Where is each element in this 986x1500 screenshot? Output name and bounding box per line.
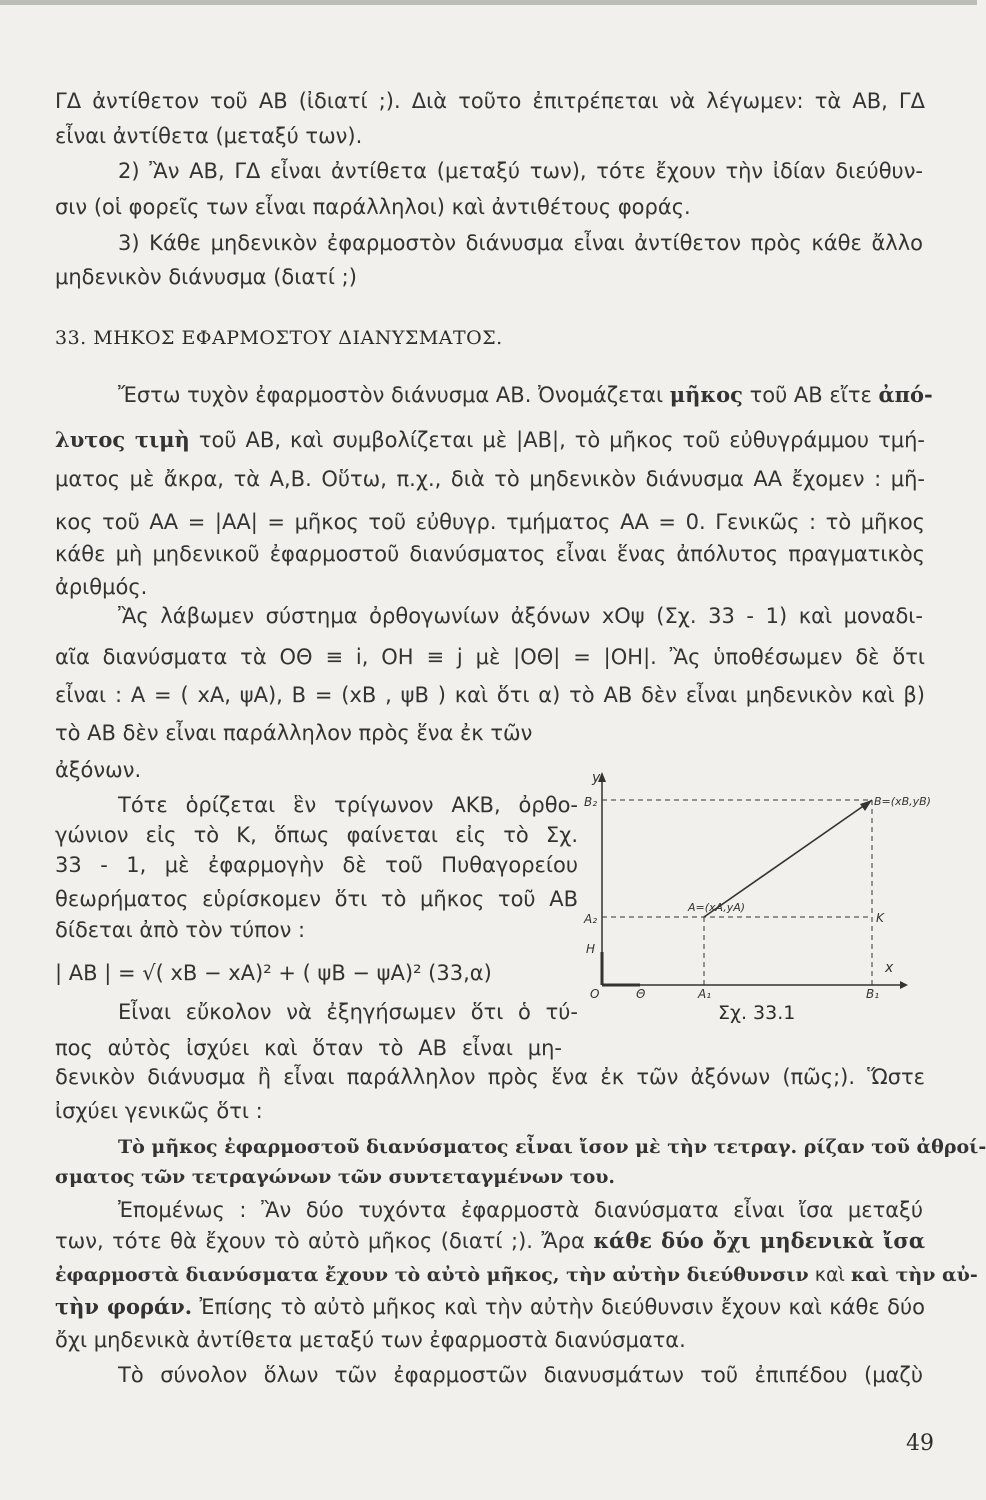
text-line: εἶναι : Α = ( xΑ, ψΑ), Β = (xΒ , ψΒ ) καὶ ὅτι α) τὸ ΑΒ δὲν εἶναι μηδενικὸν καὶ β) (55, 683, 925, 707)
text-line: πος αὐτὸς ἰσχύει καὶ ὅταν τὸ ΑΒ εἶναι μη- (55, 1036, 562, 1060)
label-theta: Θ (636, 987, 646, 1001)
vector-ab (704, 800, 872, 917)
label-a-y: A₂ (584, 912, 598, 926)
figure-caption: Σχ. 33.1 (718, 1002, 796, 1024)
text-line: δίδεται ἀπὸ τὸν τύπον : (55, 918, 306, 942)
text-line: λυτος τιμὴ τοῦ ΑΒ, καὶ συμβολίζεται μὲ |ΑΒ|, τὸ μῆκος τοῦ εὐθυγράμμου τμή- (55, 427, 925, 452)
label-k: K (876, 911, 884, 925)
label-y: y (592, 770, 601, 786)
label-h: H (586, 942, 596, 956)
coordinate-figure (582, 760, 931, 1001)
text-line: ἰσχύει γενικῶς ὅτι : (55, 1099, 263, 1123)
section-heading: 33. ΜΗΚΟΣ ΕΦΑΡΜΟΣΤΟΥ ΔΙΑΝΥΣΜΑΤΟΣ. (55, 327, 503, 349)
bold-term: ἀπό- (878, 382, 933, 407)
bold-term: μῆκος (669, 382, 743, 407)
text-line: ἀριθμός. (55, 575, 148, 599)
text-line: ὄχι μηδενικὰ ἀντίθετα μεταξύ των ἐφαρμοστὰ διανύσματα. (55, 1328, 686, 1352)
label-point-b: B=(xB,yB) (874, 795, 931, 808)
text-line: ἀξόνων. (55, 758, 142, 782)
label-origin: O (590, 987, 600, 1001)
text-line: 3) Κάθε μηδενικὸν ἐφαρμοστὸν διάνυσμα εἶναι ἀντίθετον πρὸς κάθε ἄλλο (118, 231, 923, 255)
bold-term: κάθε δύο ὄχι μηδενικὰ ἴσα (593, 1228, 925, 1253)
label-x: x (885, 960, 894, 976)
formula: | ΑΒ | = √( xΒ − xΑ)² + ( ψΒ − ψΑ)² (33,α) (55, 961, 492, 985)
x-axis-arrow-icon (900, 981, 908, 989)
label-b1: B₁ (866, 987, 880, 1001)
text-line: 2) Ἂν ΑΒ, ΓΔ εἶναι ἀντίθετα (μεταξύ των), τότε ἔχουν τὴν ἰδίαν διεύθυν- (118, 159, 923, 183)
text-line: 33 - 1, μὲ ἐφαρμογὴν δὲ τοῦ Πυθαγορείου (55, 853, 578, 877)
text-line: τὸ ΑΒ δὲν εἶναι παράλληλον πρὸς ἕνα ἐκ τῶν (55, 721, 533, 745)
text-line: Τότε ὁρίζεται ἓν τρίγωνον ΑΚΒ, ὀρθο- (118, 793, 578, 817)
bold-term: καὶ τὴν αὐ- (850, 1264, 978, 1286)
bold-term: λυτος τιμὴ (55, 427, 190, 452)
page-number: 49 (906, 1431, 934, 1456)
theorem-line: Τὸ μῆκος ἐφαρμοστοῦ διανύσματος εἶναι ἴσον μὲ τὴν τετραγ. ρίζαν τοῦ ἀθροί- (118, 1136, 986, 1158)
text-line: Ἂς λάβωμεν σύστημα ὀρθογωνίων ἀξόνων xOψ (Σχ. 33 - 1) καὶ μοναδι- (118, 604, 923, 628)
bold-term: τὴν φοράν. (55, 1294, 193, 1319)
text-line: ΓΔ ἀντίθετον τοῦ ΑΒ (ἰδιατί ;). Διὰ τοῦτο ἐπιτρέπεται νὰ λέγωμεν: τὰ ΑΒ, ΓΔ (55, 89, 925, 113)
label-b-y: B₂ (584, 795, 598, 809)
text-line: γώνιον εἰς τὸ Κ, ὅπως φαίνεται εἰς τὸ Σχ. (55, 823, 578, 847)
vector-arrow-icon (860, 800, 872, 811)
text-line: Ἐπομένως : Ἂν δύο τυχόντα ἐφαρμοστὰ διανύσματα εἶναι ἴσα μεταξύ (118, 1198, 923, 1222)
text-line: σιν (οἱ φορεῖς των εἶναι παράλληλοι) καὶ ἀντιθέτους φοράς. (55, 195, 691, 219)
theorem-line: σματος τῶν τετραγώνων τῶν συντεταγμένων του. (55, 1166, 616, 1188)
label-a1: A₁ (698, 987, 712, 1001)
text-line: Ἔστω τυχὸν ἐφαρμοστὸν διάνυσμα ΑΒ. Ὀνομάζεται μῆκος τοῦ ΑΒ εἴτε ἀπό- (118, 382, 933, 407)
text-line: κος τοῦ ΑΑ = |ΑΑ| = μῆκος τοῦ εὐθυγρ. τμήματος ΑΑ = 0. Γενικῶς : τὸ μῆκος (55, 510, 925, 534)
text-line: κάθε μὴ μηδενικοῦ ἐφαρμοστοῦ διανύσματος εἶναι ἕνας ἀπόλυτος πραγματικὸς (55, 542, 925, 566)
text-line: δενικὸν διάνυσμα ἢ εἶναι παράλληλον πρὸς ἕνα ἐκ τῶν ἀξόνων (πῶς;). Ὥστε (55, 1065, 925, 1089)
text-line: Τὸ σύνολον ὅλων τῶν ἐφαρμοστῶν διανυσμάτων τοῦ ἐπιπέδου (μαζὺ (118, 1363, 923, 1387)
text-line: ματος μὲ ἄκρα, τὰ Α,Β. Οὕτω, π.χ., διὰ τὸ μηδενικὸν διάνυσμα ΑΑ ἔχομεν : μῆ- (55, 467, 925, 491)
text-line: μηδενικὸν διάνυσμα (διατί ;) (55, 265, 357, 289)
label-point-a: A=(xA,yA) (688, 901, 746, 914)
text-line: ἐφαρμοστὰ διανύσματα ἔχουν τὸ αὐτὸ μῆκος, τὴν αὐτὴν διεύθυνσιν καὶ καὶ τὴν αὐ- (55, 1264, 978, 1286)
text-line: εἶναι ἀντίθετα (μεταξύ των). (55, 124, 363, 148)
text-line: τὴν φοράν. Ἐπίσης τὸ αὐτὸ μῆκος καὶ τὴν αὐτὴν διεύθυνσιν ἔχουν καὶ κάθε δύο (55, 1294, 925, 1319)
text-line: Εἶναι εὔκολον νὰ ἐξηγήσωμεν ὅτι ὁ τύ- (118, 1000, 578, 1024)
text-line: θεωρήματος εὑρίσκομεν ὅτι τὸ μῆκος τοῦ ΑΒ (55, 887, 578, 911)
text-line: αῖα διανύσματα τὰ ΟΘ ≡ i, ΟΗ ≡ j μὲ |ΟΘ| = |ΟΗ|. Ἂς ὑποθέσωμεν δὲ ὅτι (55, 645, 925, 669)
scan-top-border (0, 0, 977, 5)
bold-term: ἐφαρμοστὰ διανύσματα ἔχουν τὸ αὐτὸ μῆκος, τὴν αὐτὴν διεύθυνσιν (55, 1264, 809, 1286)
text-line: των, τότε θὰ ἔχουν τὸ αὐτὸ μῆκος (διατί ;). Ἄρα κάθε δύο ὄχι μηδενικὰ ἴσα (55, 1228, 925, 1253)
